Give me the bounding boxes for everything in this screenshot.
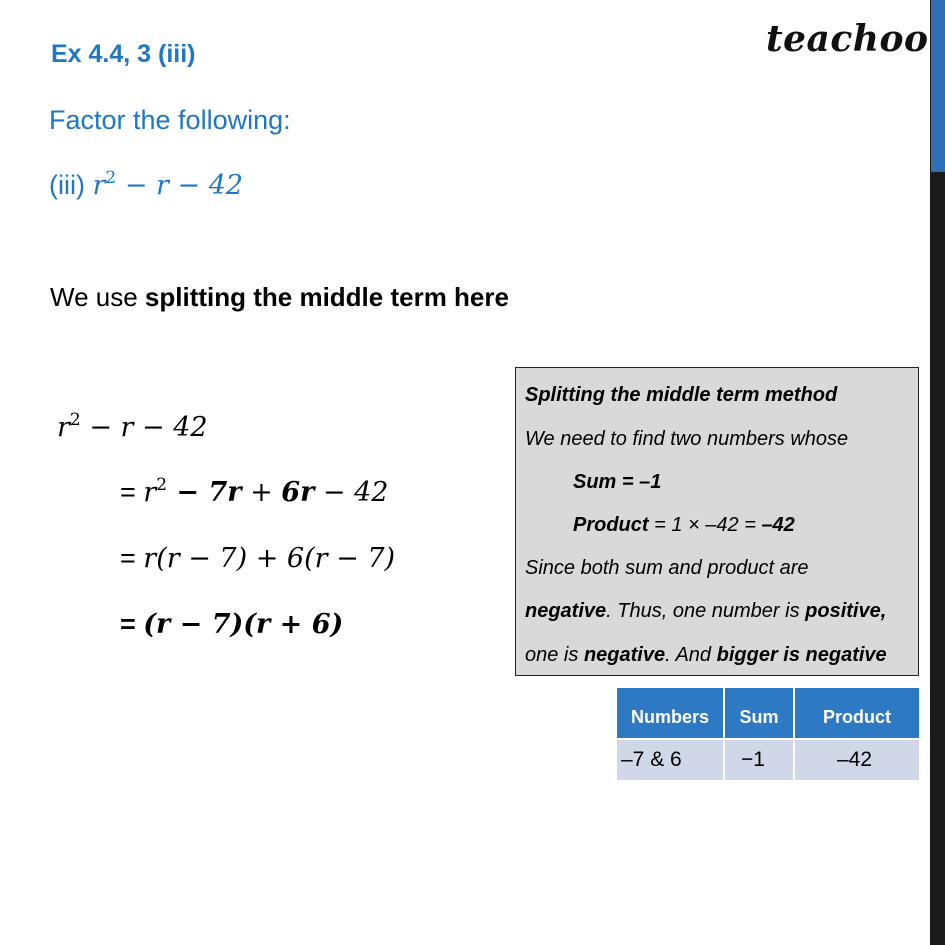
question-expression: $r^2 - r - 42$ (92, 168, 244, 201)
step-3: = r(r − 7) + 6(r − 7) (120, 543, 396, 574)
hint-product: Product = 1 × –42 = –42 (573, 514, 795, 536)
step-1: $r^2 - r - 42$ (57, 410, 208, 443)
question-part (49, 170, 243, 201)
header-numbers: Numbers (617, 688, 724, 739)
numbers-table (617, 688, 921, 782)
cell-sum: −1 (724, 739, 794, 781)
hint-line-6: one is negative. And bigger is negative (525, 644, 887, 666)
hint-line-4: Since both sum and product are (525, 557, 809, 579)
question-instruction: Factor the following: (49, 105, 291, 135)
step-4-answer: = (r − 7)(r + 6) (120, 609, 344, 640)
solution-intro: We use splitting the middle term here (50, 282, 509, 312)
scrollbar-thumb[interactable] (931, 0, 945, 172)
cell-numbers: –7 & 6 (617, 739, 724, 781)
hint-sum: Sum = –1 (573, 471, 662, 493)
teachoo-logo: teachoo (766, 18, 929, 60)
header-product: Product (794, 688, 920, 739)
method-name: splitting the middle term here (144, 282, 509, 312)
hint-line-5: negative. Thus, one number is positive, (525, 600, 887, 622)
table-header-row (617, 688, 920, 739)
part-label: (iii) (49, 170, 85, 200)
header-sum: Sum (724, 688, 794, 739)
table-row (617, 739, 920, 781)
hint-box (515, 367, 919, 676)
hint-title: Splitting the middle term method (525, 384, 838, 406)
hint-line-1: We need to find two numbers whose (525, 428, 849, 450)
cell-product: –42 (794, 739, 920, 781)
step-2: = $r^2 - 7r + 6r - 42$ (120, 475, 389, 508)
exercise-title: Ex 4.4, 3 (iii) (51, 40, 196, 68)
